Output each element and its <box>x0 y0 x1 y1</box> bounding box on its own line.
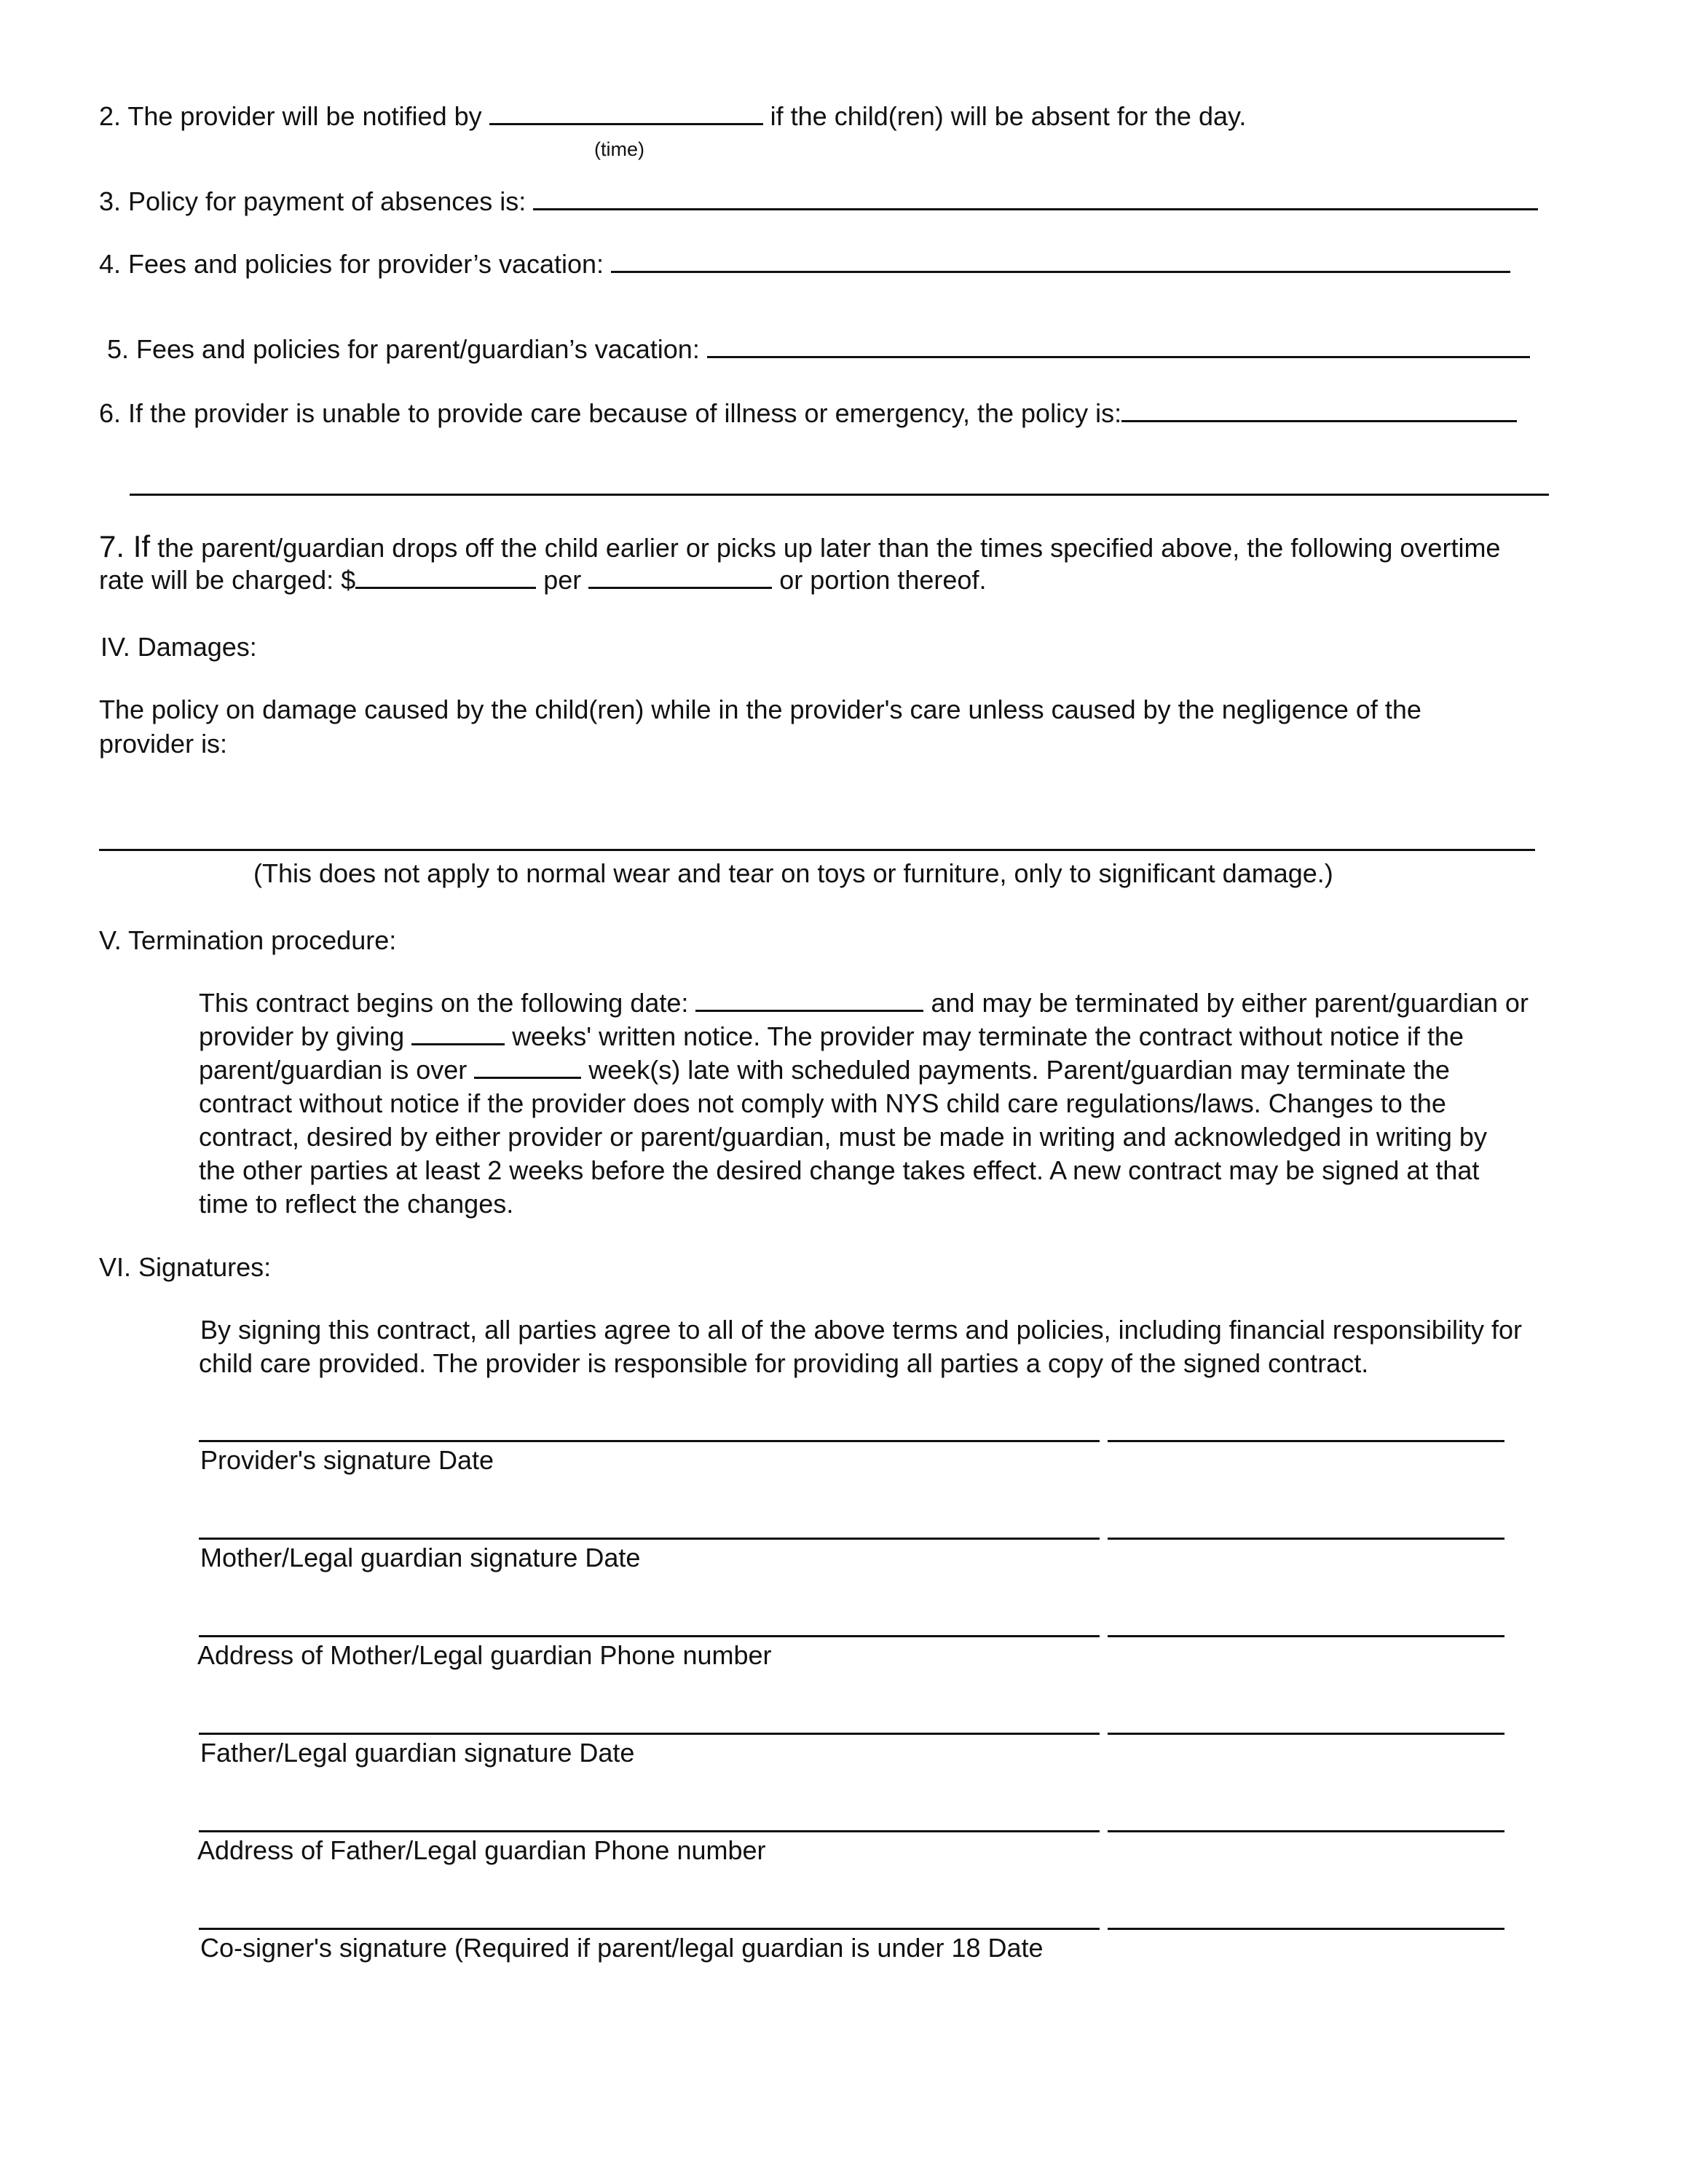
provider-vacation-field[interactable] <box>611 249 1510 273</box>
provider-signature-label: Provider's signature Date <box>200 1445 494 1475</box>
termination-line-4: contract without notice if the provider does not comply with NYS child care regulations/laws. Changes to the <box>199 1088 1446 1118</box>
father-address-label: Address of Father/Legal guardian Phone number <box>197 1835 766 1865</box>
cosigner-signature-field[interactable] <box>199 1928 1100 1930</box>
item-6-text: 6. If the provider is unable to provide care because of illness or emergency, the policy is: <box>99 398 1122 428</box>
termination-text: This contract begins on the following date: <box>199 988 689 1018</box>
item-2-text-after: if the child(ren) will be absent for the day. <box>770 101 1247 131</box>
item-7-line1 <box>99 531 1500 564</box>
parent-vacation-field[interactable] <box>707 334 1530 358</box>
father-address-field[interactable] <box>199 1830 1100 1832</box>
damages-text-1: The policy on damage caused by the child(ren) while in the provider's care unless caused by the negligence of the <box>99 695 1421 724</box>
item-3 <box>99 186 1538 218</box>
per-label: per <box>543 565 582 595</box>
mother-signature-second-field[interactable] <box>1108 1538 1504 1540</box>
damages-note: (This does not apply to normal wear and tear on toys or furniture, only to significant damage.) <box>253 858 1333 888</box>
illness-policy-field-line2[interactable] <box>130 494 1549 496</box>
termination-line-2 <box>199 1021 1464 1053</box>
provider-signature-field[interactable] <box>199 1440 1100 1442</box>
termination-line-1 <box>199 987 1529 1019</box>
item-2-text: 2. The provider will be notified by <box>99 101 482 131</box>
termination-text: week(s) late with scheduled payments. Parent/guardian may terminate the <box>588 1055 1450 1085</box>
termination-line-7: time to reflect the changes. <box>199 1189 514 1219</box>
father-address-second-field[interactable] <box>1108 1830 1504 1832</box>
termination-text: weeks' written notice. The provider may terminate the contract without notice if the <box>512 1021 1464 1051</box>
item-3-text: 3. Policy for payment of absences is: <box>99 186 526 216</box>
portion-label: or portion thereof. <box>779 565 987 595</box>
father-signature-label: Father/Legal guardian signature Date <box>200 1738 635 1768</box>
mother-signature-field[interactable] <box>199 1538 1100 1540</box>
provider-signature-second-field[interactable] <box>1108 1440 1504 1442</box>
item-4-text: 4. Fees and policies for provider’s vacation: <box>99 249 604 279</box>
item-7-line2 <box>99 564 986 596</box>
item-2 <box>99 100 1246 132</box>
overtime-rate-field[interactable] <box>355 565 536 589</box>
absence-policy-field[interactable] <box>533 186 1538 210</box>
mother-address-field[interactable] <box>199 1635 1100 1637</box>
termination-text: parent/guardian is over <box>199 1055 468 1085</box>
item-7-text: the parent/guardian drops off the child earlier or picks up later than the times specified above, the following overtime <box>157 533 1501 563</box>
signatures-text-1: By signing this contract, all parties agree to all of the above terms and policies, including financial responsibility for <box>200 1315 1522 1345</box>
termination-line-5: contract, desired by either provider or parent/guardian, must be made in writing and acknowledged in writing by <box>199 1122 1487 1152</box>
illness-policy-field[interactable] <box>1121 398 1517 422</box>
item-7-number: 7. If <box>99 529 151 563</box>
item-4 <box>99 248 1510 280</box>
damages-heading: IV. Damages: <box>100 632 257 662</box>
item-6 <box>99 397 1517 430</box>
father-signature-field[interactable] <box>199 1733 1100 1735</box>
notice-weeks-field[interactable] <box>411 1021 505 1045</box>
item-5 <box>107 333 1530 365</box>
termination-text: and may be terminated by either parent/guardian or <box>931 988 1529 1018</box>
signatures-text-2: child care provided. The provider is responsible for providing all parties a copy of the signed contract. <box>199 1348 1369 1378</box>
start-date-field[interactable] <box>695 988 923 1012</box>
signatures-heading: VI. Signatures: <box>99 1252 272 1282</box>
termination-text: provider by giving <box>199 1021 405 1051</box>
termination-line-3 <box>199 1054 1450 1086</box>
termination-line-6: the other parties at least 2 weeks before the desired change takes effect. A new contract may be signed at that <box>199 1155 1480 1185</box>
mother-signature-label: Mother/Legal guardian signature Date <box>200 1543 641 1572</box>
item-5-text: 5. Fees and policies for parent/guardian’s vacation: <box>107 334 700 364</box>
late-weeks-field[interactable] <box>474 1055 581 1079</box>
termination-heading: V. Termination procedure: <box>99 925 397 955</box>
overtime-unit-field[interactable] <box>588 565 772 589</box>
father-signature-second-field[interactable] <box>1108 1733 1504 1735</box>
damage-policy-field[interactable] <box>99 849 1535 851</box>
notify-time-field[interactable] <box>489 101 763 125</box>
cosigner-signature-second-field[interactable] <box>1108 1928 1504 1930</box>
rate-label: rate will be charged: $ <box>99 565 356 595</box>
mother-address-label: Address of Mother/Legal guardian Phone number <box>197 1640 772 1670</box>
mother-address-second-field[interactable] <box>1108 1635 1504 1637</box>
time-caption: (time) <box>594 138 644 160</box>
cosigner-signature-label: Co-signer's signature (Required if parent/legal guardian is under 18 Date <box>200 1933 1044 1963</box>
damages-text-2: provider is: <box>99 729 228 759</box>
